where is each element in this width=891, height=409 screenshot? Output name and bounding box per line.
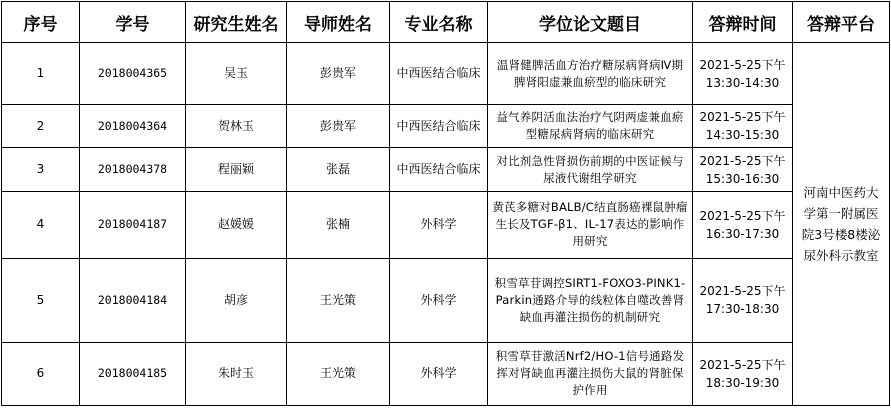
cell-major: 中西医结合临床 [390,105,488,148]
cell-advisor: 张磊 [287,148,390,192]
cell-student-name: 赵媛媛 [186,192,287,258]
cell-advisor: 张楠 [287,192,390,258]
table-row [2,43,890,105]
cell-index: 1 [2,43,80,105]
header-student-id: 学号 [80,2,186,43]
header-thesis-title: 学位论文题目 [488,2,693,43]
cell-student-id: 2018004185 [80,342,186,405]
header-defense-time: 答辩时间 [693,2,793,43]
cell-advisor: 王光策 [287,258,390,342]
cell-defense-time: 2021-5-25下午16:30-17:30 [693,192,793,258]
cell-major: 外科学 [390,258,488,342]
cell-advisor: 王光策 [287,342,390,405]
cell-defense-time: 2021-5-25下午18:30-19:30 [693,342,793,405]
table-row [2,148,890,192]
cell-student-name: 贺林玉 [186,105,287,148]
header-major: 专业名称 [390,2,488,43]
cell-index: 5 [2,258,80,342]
cell-student-name: 程丽颖 [186,148,287,192]
cell-thesis-title: 积雪草苷调控SIRT1-FOXO3-PINK1-Parkin通路介导的线粒体自噬改善肾缺血再灌注损伤的机制研究 [488,258,693,342]
cell-advisor: 彭贵军 [287,105,390,148]
header-defense-venue: 答辩平台 [793,2,890,43]
header-advisor: 导师姓名 [287,2,390,43]
cell-student-id: 2018004184 [80,258,186,342]
header-row [2,2,890,43]
cell-student-id: 2018004365 [80,43,186,105]
cell-index: 6 [2,342,80,405]
cell-thesis-title: 对比剂急性肾损伤前期的中医证候与尿液代谢组学研究 [488,148,693,192]
defense-schedule-table [1,1,890,406]
cell-major: 中西医结合临床 [390,43,488,105]
table-row [2,342,890,405]
cell-thesis-title: 黄芪多糖对BALB/C结直肠癌裸鼠肿瘤生长及TGF-β1、IL-17表达的影响作用研究 [488,192,693,258]
cell-major: 外科学 [390,342,488,405]
cell-student-id: 2018004364 [80,105,186,148]
cell-advisor: 彭贵军 [287,43,390,105]
cell-index: 4 [2,192,80,258]
cell-defense-venue: 河南中医药大学第一附属医院3号楼8楼泌尿外科示教室 [793,43,890,406]
cell-student-name: 胡彦 [186,258,287,342]
cell-thesis-title: 温肾健脾活血方治疗糖尿病肾病Ⅳ期脾肾阳虚兼血瘀型的临床研究 [488,43,693,105]
cell-student-id: 2018004187 [80,192,186,258]
cell-defense-time: 2021-5-25下午17:30-18:30 [693,258,793,342]
table-row [2,192,890,258]
cell-major: 外科学 [390,192,488,258]
table-row [2,258,890,342]
cell-major: 中西医结合临床 [390,148,488,192]
cell-student-name: 朱时玉 [186,342,287,405]
cell-student-id: 2018004378 [80,148,186,192]
table-row [2,105,890,148]
cell-thesis-title: 益气养阴活血法治疗气阴两虚兼血瘀型糖尿病肾病的临床研究 [488,105,693,148]
cell-index: 2 [2,105,80,148]
cell-thesis-title: 积雪草苷激活Nrf2/HO-1信号通路发挥对肾缺血再灌注损伤大鼠的肾脏保护作用 [488,342,693,405]
cell-index: 3 [2,148,80,192]
cell-defense-time: 2021-5-25下午13:30-14:30 [693,43,793,105]
cell-student-name: 吴玉 [186,43,287,105]
cell-defense-time: 2021-5-25下午15:30-16:30 [693,148,793,192]
cell-defense-time: 2021-5-25下午14:30-15:30 [693,105,793,148]
header-student-name: 研究生姓名 [186,2,287,43]
header-index: 序号 [2,2,80,43]
